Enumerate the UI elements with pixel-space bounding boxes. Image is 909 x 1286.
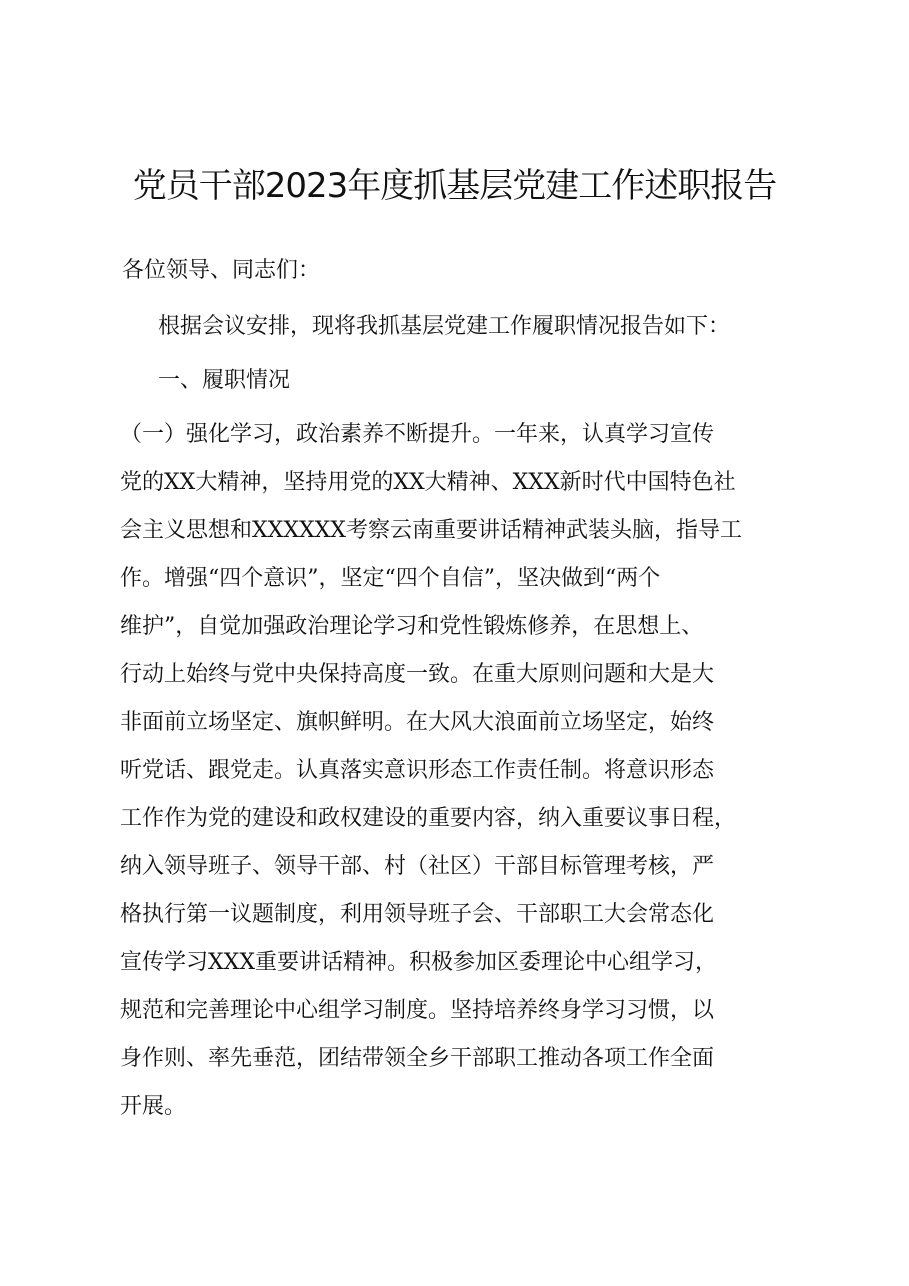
body-line: 格执行第一议题制度，利用领导班子会、干部职工大会常态化 [120,902,715,927]
body-line: 开展。 [120,1094,187,1119]
body-line: 非面前立场坚定、旗帜鲜明。在大风大浪面前立场坚定，始终 [120,710,715,735]
body-line: 党的XX大精神，坚持用党的XX大精神、XXX新时代中国特色社 [120,470,736,495]
body-line: 行动上始终与党中央保持高度一致。在重大原则问题和大是大 [120,662,715,687]
body-line: 听党话、跟党走。认真落实意识形态工作责任制。将意识形态 [120,758,715,783]
document-title: 党员干部2023年度抓基层党建工作述职报告 [132,166,777,206]
body-line: 纳入领导班子、领导干部、村（社区）干部目标管理考核，严 [120,854,715,879]
body-line: 宣传学习XXX重要讲话精神。积极参加区委理论中心组学习， [120,950,717,975]
body-line: 会主义思想和XXXXXX考察云南重要讲话精神武装头脑，指导工 [120,518,742,543]
body-line: 规范和完善理论中心组学习制度。坚持培养终身学习习惯，以 [120,998,715,1023]
body-line: 维护”，自觉加强政治理论学习和党性锻炼修养，在思想上、 [120,614,704,639]
body-line: 身作则、率先垂范，团结带领全乡干部职工推动各项工作全面 [120,1046,715,1071]
body-line: （一）强化学习，政治素养不断提升。一年来，认真学习宣传 [120,422,715,447]
body-line: 作。增强“四个意识”，坚定“四个自信”，坚决做到“两个 [120,566,661,591]
body-line: 工作作为党的建设和政权建设的重要内容，纳入重要议事日程， [120,806,737,831]
section-heading: 一、履职情况 [158,368,291,393]
salutation: 各位领导、同志们： [122,258,321,283]
intro-paragraph: 根据会议安排，现将我抓基层党建工作履职情况报告如下： [158,314,731,339]
